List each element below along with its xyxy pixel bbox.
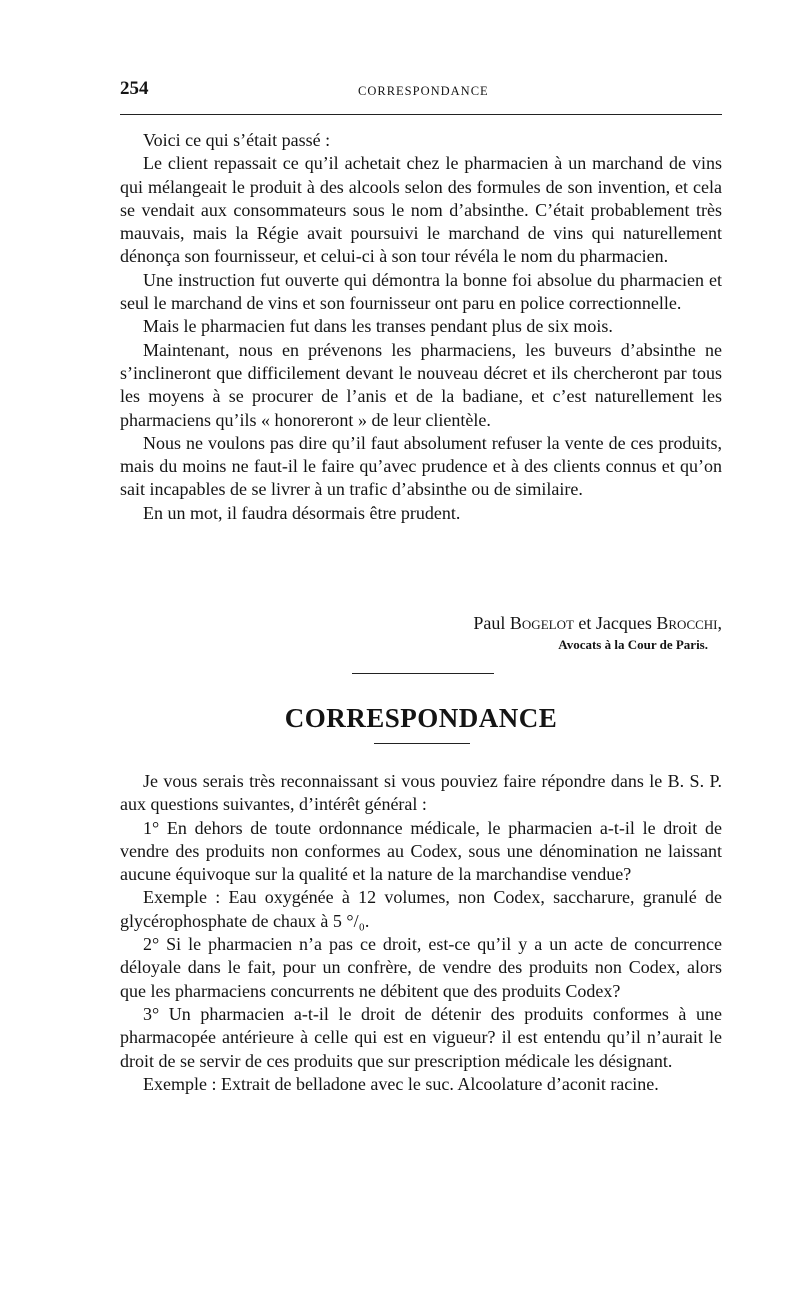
article-paragraph: En un mot, il faudra désormais être prudent. bbox=[143, 502, 461, 523]
author-surname: Bogelot bbox=[509, 613, 574, 633]
example-paragraph: Exemple : Eau oxygénée à 12 volumes, non Codex, saccharure, granulé de glycérophosphate de chaux à 5 °/₀. bbox=[120, 887, 722, 931]
article-body bbox=[120, 129, 722, 525]
header-rule bbox=[120, 114, 722, 115]
question-paragraph: 1° En dehors de toute ordonnance médicale, le pharmacien a-t-il le droit de vendre des produits non conformes au Codex, sous une dénomination ne laissant aucune équivoque sur la qualité et la nature de la marchandise vendue? bbox=[120, 817, 722, 885]
article-paragraph: Nous ne voulons pas dire qu’il faut absolument refuser la vente de ces produits, mais du moins ne faut-il le faire qu’avec prudence et à des clients connus et qu’on sait incapables de se livrer à un trafic d’absinthe ou de similaire. bbox=[120, 432, 722, 500]
author-surname: Brocchi bbox=[656, 613, 718, 633]
article-paragraph: Une instruction fut ouverte qui démontra la bonne foi absolue du pharmacien et seul le marchand de vins et son fournisseur ont paru en police correctionnelle. bbox=[120, 269, 722, 314]
article-paragraph: Voici ce qui s’était passé : bbox=[143, 130, 331, 150]
question-paragraph: 2° Si le pharmacien n’a pas ce droit, est-ce qu’il y a un acte de concurrence déloyale dans le fait, pour un confrère, de vendre des produits non Codex, alors que les pharmaciens concurrents ne débitent que des produits Codex? bbox=[120, 934, 722, 1001]
letter-paragraph: Je vous serais très reconnaissant si vous pouviez faire répondre dans le B. S. P. aux questions suivantes, d’intérêt général : bbox=[120, 771, 722, 815]
article-paragraph: Le client repassait ce qu’il achetait chez le pharmacien à un marchand de vins qui mélangeait le produit à des alcools selon des formules de son invention, et cela se vendait aux consommateurs sous le nom d’absinthe. C’était probablement très mauvais, mais la Régie avait poursuivi le marchand de vins qui naturellement dénonça son fournisseur, et celui-ci à son tour révéla le nom du pharmacien. bbox=[120, 153, 722, 267]
question-paragraph: 3° Un pharmacien a-t-il le droit de détenir des produits conformes à une pharmacopée antérieure à celle qui est en vigueur? il est entendu qu’il n’aurait le droit de se servir de ces produits que sur prescription médicale les désignant. bbox=[120, 1003, 722, 1071]
signature-authors: Paul Bogelot et Jacques Brocchi, bbox=[473, 613, 722, 633]
signature-role: Avocats à la Cour de Paris. bbox=[558, 637, 708, 652]
section-separator bbox=[352, 673, 494, 674]
example-paragraph: Exemple : Extrait de belladone avec le suc. Alcoolature d’aconit racine. bbox=[143, 1073, 659, 1094]
title-underline bbox=[374, 743, 470, 744]
article-paragraph: Mais le pharmacien fut dans les transes pendant plus de six mois. bbox=[143, 316, 613, 337]
section-title: CORRESPONDANCE bbox=[284, 703, 558, 733]
correspondance-body bbox=[120, 770, 722, 1096]
article-paragraph: Maintenant, nous en prévenons les pharmaciens, les buveurs d’absinthe ne s’inclineront que difficilement devant le nouveau décret et ils chercheront par tous les moyens à se procurer de l’anis et de la badiane, et c’est naturellement les pharmaciens qu’ils « honoreront » de leur clientèle. bbox=[120, 339, 722, 430]
running-title: CORRESPONDANCE bbox=[358, 84, 489, 98]
page-number: 254 bbox=[120, 78, 149, 99]
